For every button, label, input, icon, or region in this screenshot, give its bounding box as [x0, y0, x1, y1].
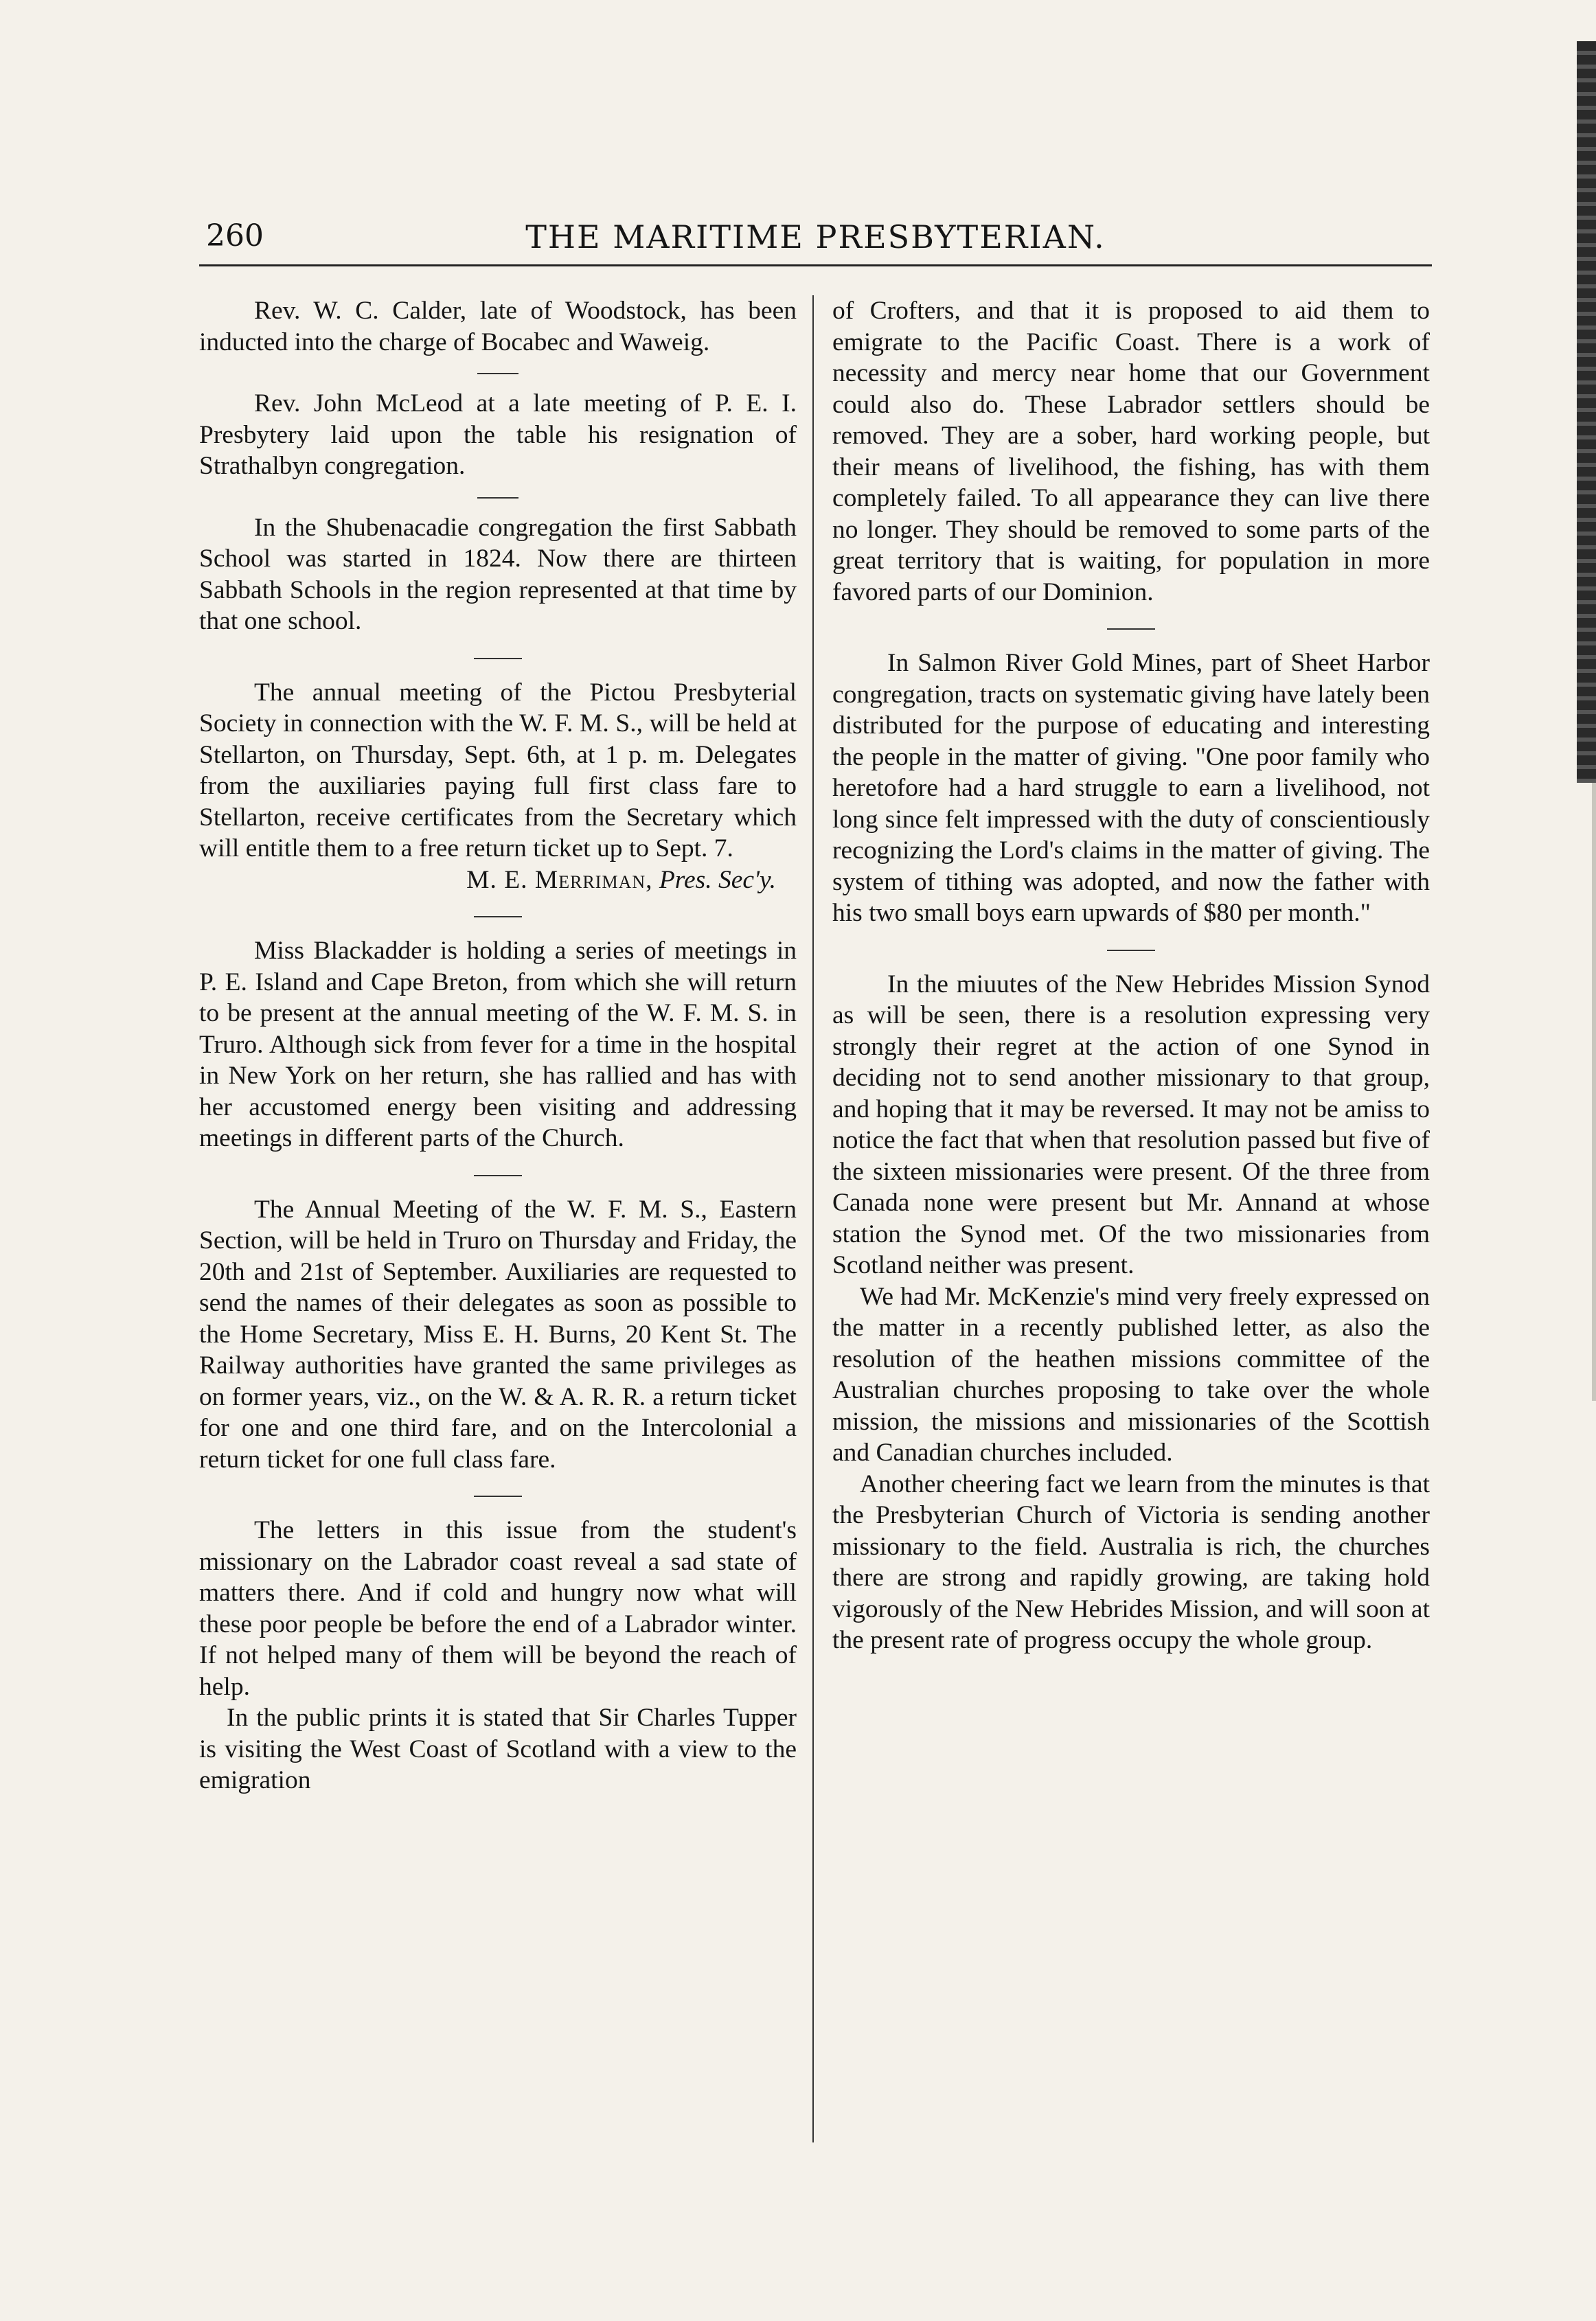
news-item-victoria: Another cheering fact we learn from the minutes is that the Presbyterian Church of Victoria is sending another missionary to the field. Australia is rich, the churches there are strong and rapidly growing, are taking hold vigorously of the New Hebrides Mission, and will soon at the present rate of progress occupy the whole group. [832, 1470, 1430, 1654]
item-separator [474, 916, 522, 917]
scan-binding-edge [1577, 41, 1596, 783]
header-rule [199, 264, 1432, 266]
news-item-tupper: In the public prints it is stated that Sir Charles Tupper is visiting the West Coast of Scotland with a view to the emigration [199, 1704, 797, 1794]
news-item-labrador: The letters in this issue from the student's missionary on the Labrador coast reveal a sad state of matters there. And if cold and hungry now what will these poor people be before the end of a Labrador winter. If not helped many of them will be beyond the reach of help. [199, 1516, 797, 1701]
signature [199, 865, 797, 896]
page-header [206, 213, 1425, 268]
news-item-mcleod: Rev. John McLeod at a late meeting of P. E. I. Presbytery laid upon the table his resignation of Strathalbyn congregation. [199, 389, 797, 480]
item-separator [1107, 628, 1155, 630]
left-column [199, 295, 797, 1796]
item-separator [474, 1175, 522, 1176]
news-item-salmon-river: In Salmon River Gold Mines, part of Sheet Harbor congregation, tracts on systematic giving have lately been distributed for the purpose of educating and interesting the people in the matter of giving. "One poor family who heretofore had a hard struggle to earn a livelihood, not long since felt impressed with the duty of conscientiously recognizing the Lord's claims in the matter of giving. The system of tithing was adopted, and now the father with his two small boys earn upwards of $80 per month." [832, 649, 1430, 927]
news-item-wfms-annual: The Annual Meeting of the W. F. M. S., Eastern Section, will be held in Truro on Thursday and Friday, the 20th and 21st of September. Auxiliaries are requested to send the names of their delegates as soon as possible to the Home Secretary, Miss E. H. Burns, 20 Kent St. The Railway authorities have granted the same privileges as on former years, viz., on the W. & A. R. R. a return ticket for one and one third fare, and on the Intercolonial a return ticket for one full class fare. [199, 1195, 797, 1474]
news-item-new-hebrides: In the miuutes of the New Hebrides Mission Synod as will be seen, there is a resolution expressing very strongly their regret at the action of one Synod in deciding not to send another missionary to that group, and hoping that it may be reversed. It may not be amiss to notice the fact that when that resolution passed but five of the sixteen missionaries were present. Of the three from Canada none were present but Mr. Annand at whose station the Synod met. Of the two missionaries from Scotland neither was present. [832, 970, 1430, 1279]
column-divider [812, 295, 814, 2142]
scan-binding-edge-lower [1592, 783, 1596, 1401]
item-separator [477, 497, 518, 499]
news-item-blackadder: Miss Blackadder is holding a series of meetings in P. E. Island and Cape Breton, from which she will return to be present at the annual meeting of the W. F. M. S. in Truro. Although sick from fever for a time in the hospital in New York on her return, she has rallied and has with her accustomed energy been visiting and addressing meetings in different parts of the Church. [199, 937, 797, 1152]
news-item-mckenzie: We had Mr. McKenzie's mind very freely expressed on the matter in a recently published letter, as also the resolution of the heathen missions committee of the Australian churches proposing to take over the whole mission, the missions and missionaries of the Scottish and Canadian churches included. [832, 1282, 1430, 1467]
item-separator [477, 373, 518, 374]
news-item-shubenacadie: In the Shubenacadie congregation the first Sabbath School was started in 1824. Now there are thirteen Sabbath Schools in the region represented at that time by that one school. [199, 513, 797, 635]
running-title: THE MARITIME PRESBYTERIAN. [525, 218, 1106, 255]
news-item-pictou-meeting: The annual meeting of the Pictou Presbyterial Society in connection with the W. F. M. S., will be held at Stellarton, on Thursday, Sept. 6th, at 1 p. m. Delegates from the auxiliaries paying full first class fare to Stellarton, receive certificates from the Secretary which will entitle them to a free return ticket up to Sept. 7. [199, 678, 797, 862]
item-separator [474, 1496, 522, 1497]
signature-name: M. E. Merriman, [466, 865, 653, 894]
page-number: 260 [206, 218, 264, 253]
news-item-crofters-continued: of Crofters, and that it is proposed to aid them to emigrate to the Pacific Coast. There is a work of necessity and mercy near home that our Government could also do. These Labrador settlers should be removed. They are a sober, hard working people, but their means of livelihood, the fishing, has with them completely failed. To all appearance they can live there no longer. They should be removed to some parts of the great territory that is waiting, for population in more favored parts of our Dominion. [832, 297, 1430, 606]
item-separator [474, 658, 522, 659]
news-item-calder: Rev. W. C. Calder, late of Woodstock, has been inducted into the charge of Bocabec and Waweig. [199, 297, 797, 356]
signature-role: Pres. Sec'y. [659, 865, 776, 894]
right-column [832, 295, 1430, 1656]
item-separator [1107, 950, 1155, 951]
